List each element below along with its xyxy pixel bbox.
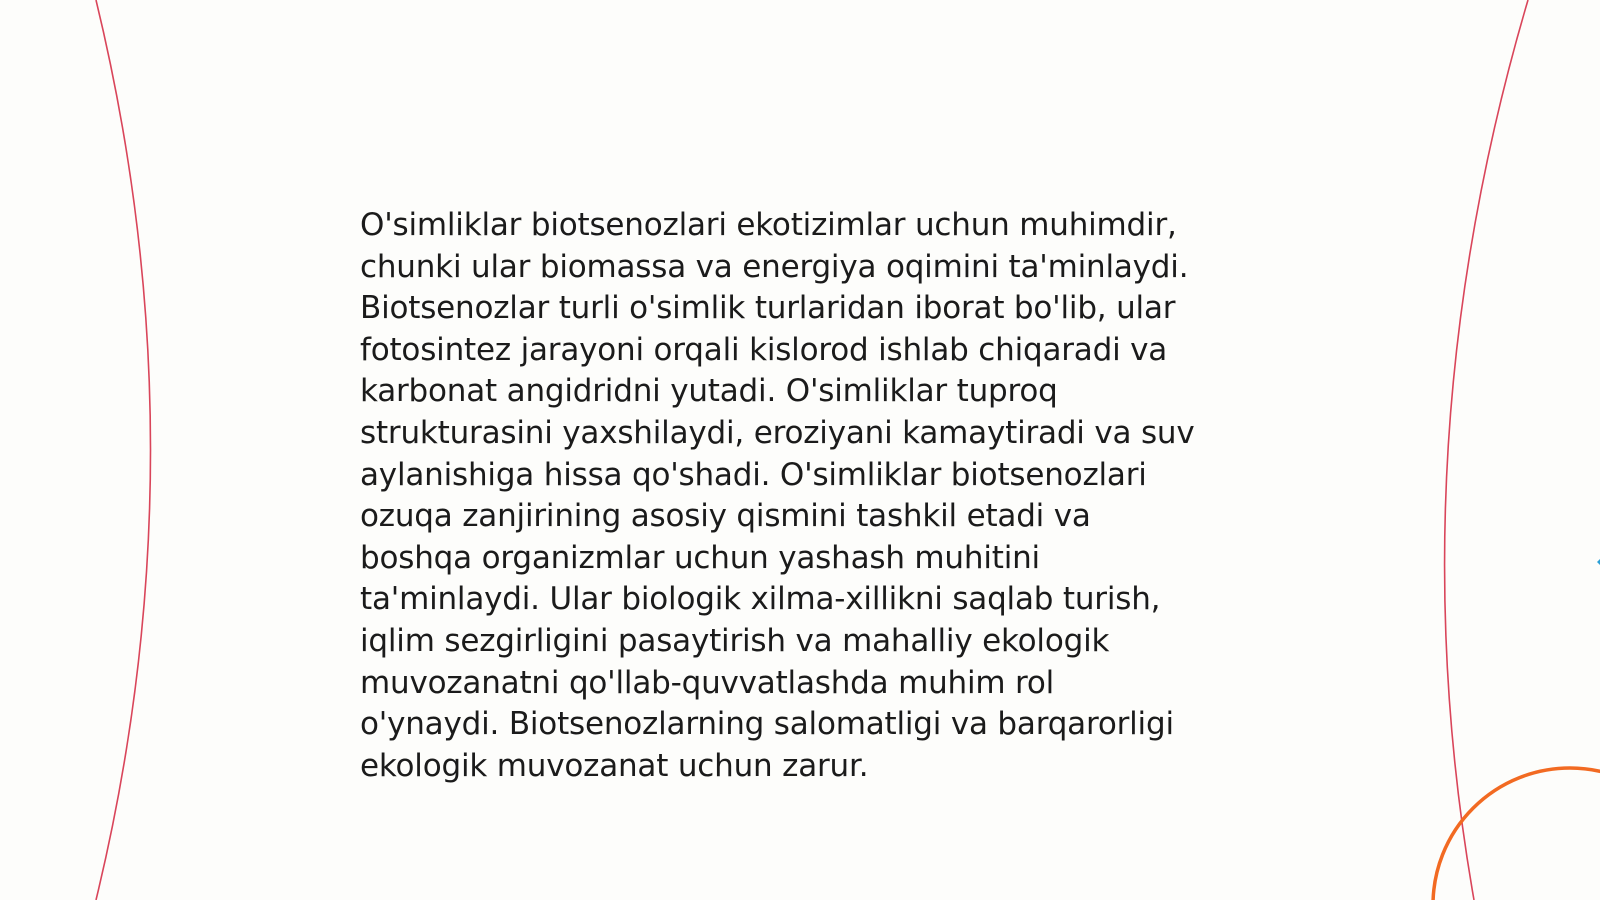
left-arc-line [96, 0, 151, 900]
slide-body-text: O'simliklar biotsenozlari ekotizimlar uchun muhimdir, chunki ular biomassa va energiya oqimini ta'minlaydi. Biotsenozlar turli o'simlik turlaridan iborat bo'lib, ular fotosintez jarayoni orqali kislorod ishlab chiqaradi va karbonat angidridni yutadi. O'simliklar tuproq strukturasini yaxshilaydi, eroziyani kamaytiradi va suv aylanishiga hissa qo'shadi. O'simliklar biotsenozlari ozuqa zanjirining asosiy qismini tashkil etadi va boshqa organizmlar uchun yashash muhitini ta'minlaydi. Ular biologik xilma-xillikni saqlab turish, iqlim sezgirligini pasaytirish va mahalliy ekologik muvozanatni qo'llab-quvvatlashda muhim rol o'ynaydi. Biotsenozlarning salomatligi va barqarorligi ekologik muvozanat uchun zarur. [360, 207, 1195, 784]
right-arc-line [1445, 0, 1528, 900]
